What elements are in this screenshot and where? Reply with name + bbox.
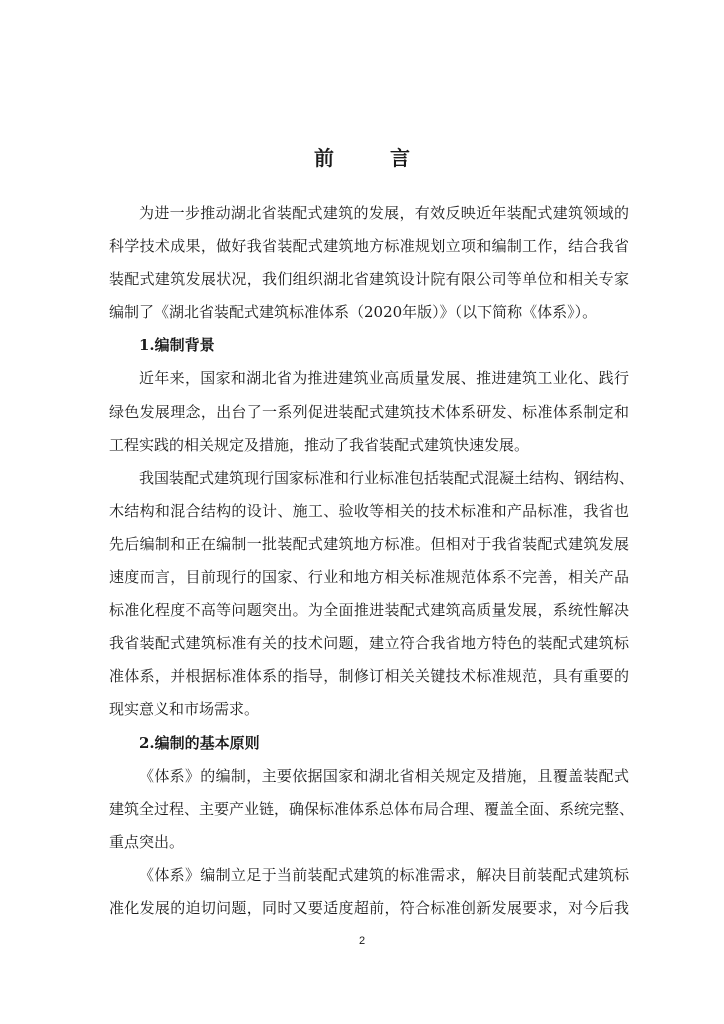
line-text: 现实意义和市场需求。 [109,700,260,719]
line-text: 工程实践的相关规定及措施，推动了我省装配式建筑快速发展。 [109,435,530,454]
line-text: 我省装配式建筑标准有关的技术问题，建立符合我省地方特色的装配式建筑标 [109,634,629,653]
line-text: 我国装配式建筑现行国家标准和行业标准包括装配式混凝土结构、钢结构、 [139,468,635,487]
line-text: 准化发展的迫切问题，同时又要适度超前，符合标准创新发展要求，对今后我 [109,898,629,917]
line-text: 先后编制和正在编制一批装配式建筑地方标准。但相对于我省装配式建筑发展 [109,534,629,553]
line-text: 为进一步推动湖北省装配式建筑的发展，有效反映近年装配式建筑领域的 [139,204,629,222]
line-text: 准体系，并根据标准体系的指导，制修订相关关键技术标准规范，具有重要的 [109,667,629,686]
line-text: 编制了《湖北省装配式建筑标准体系（2020年版）》（以下简称《体系》）。 [109,303,598,322]
text-line [109,631,629,664]
line-text: 木结构和混合结构的设计、施工、验收等相关的技术标准和产品标准，我省也 [109,501,629,520]
paragraph-last-line [109,697,629,730]
line-text: 《体系》的编制，主要依据国家和湖北省相关规定及措施，且覆盖装配式 [139,766,629,785]
paragraph-first-line [109,863,629,896]
paragraph-last-line [109,433,629,466]
paragraph-first-line [109,764,629,797]
line-text: 标准化程度不高等问题突出。为全面推进装配式建筑高质量发展，系统性解决 [109,601,629,620]
line-text: 2.编制的基本原则 [139,733,260,752]
text-line [109,896,629,929]
line-text: 重点突出。 [109,832,185,851]
text-line [109,499,629,532]
text-line [109,400,629,433]
line-text: 1.编制背景 [139,336,215,355]
line-text: 近年来，国家和湖北省为推进建筑业高质量发展、推进建筑工业化、践行 [139,369,629,388]
text-line [109,234,629,267]
line-text: 装配式建筑发展状况，我们组织湖北省建筑设计院有限公司等单位和相关专家 [109,270,629,289]
page-title: 前 言 [314,146,428,170]
text-line [109,598,629,631]
body-text [109,201,635,929]
text-line [109,267,629,300]
paragraph-first-line [109,466,635,499]
text-line [109,797,635,830]
paragraph-first-line [109,366,629,399]
page-number: 2 [358,935,366,947]
line-text: 《体系》编制立足于当前装配式建筑的标准需求，解决目前装配式建筑标 [139,865,629,884]
paragraph-last-line [109,830,629,863]
paragraph-first-line [109,201,629,234]
line-text: 绿色发展理念，出台了一系列促进装配式建筑技术体系研发、标准体系制定和 [109,402,629,421]
line-text: 建筑全过程、主要产业链，确保标准体系总体布局合理、覆盖全面、系统完整、 [109,799,635,818]
line-text: 科学技术成果，做好我省装配式建筑地方标准规划立项和编制工作，结合我省 [109,237,629,256]
paragraph-last-line [109,300,629,333]
line-text: 速度而言，目前现行的国家、行业和地方相关标准规范体系不完善，相关产品 [109,568,629,587]
text-line [109,664,629,697]
section-heading [109,731,629,764]
text-line [109,565,629,598]
text-line [109,532,629,565]
section-heading [109,333,629,366]
